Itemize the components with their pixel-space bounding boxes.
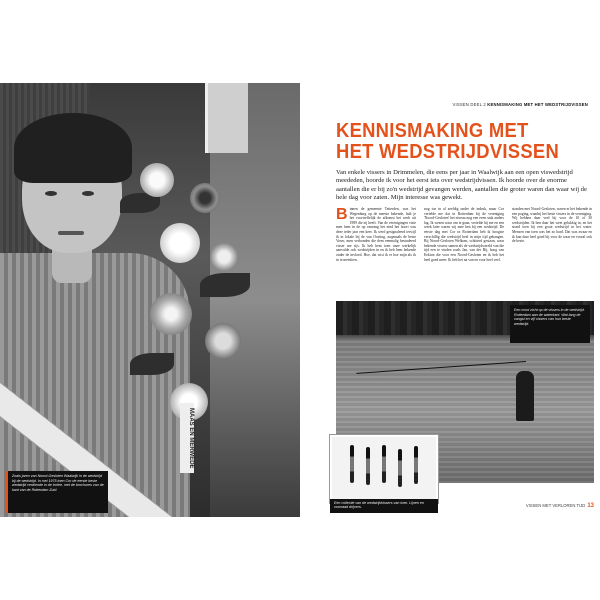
article-page <box>300 83 600 517</box>
bouquet-flower <box>190 183 220 213</box>
bouquet-flower <box>210 243 238 271</box>
bouquet-flower <box>160 223 200 263</box>
sash-text: MAAS EN MERWEDE <box>180 403 194 473</box>
bouquet-flower <box>140 163 174 197</box>
portrait-caption: Zoals jaren van Noord-Gesloten Waalwijk in de wedstrijd bij de wedstrijd. In mei 1975 toen Cor de eerste beste wedstrijd verdiende in de trofee, met de brochures van de kant van de Rotterdam Zuid. <box>8 471 108 513</box>
floats-inset-photo <box>330 435 438 503</box>
fishing-float <box>398 449 402 487</box>
fishing-float <box>414 446 418 484</box>
article-column-1 <box>336 207 416 262</box>
folio-text: VISSEN MET VERLOREN TIJD <box>525 503 586 508</box>
fishing-float <box>350 445 354 483</box>
article-intro: Van enkele vissers in Drimmelen, die eens per jaar in Waalwijk aan een open viswedstrijd meededen, hoorde ik voor het eerst iets over wedstrijdvissen. Ik hoorde over de enorme aantallen die er bij zo'n wedstrijd gevangen werden, aantallen die groter waren dan waar wij de hele dag voor zaten. Mijn interesse was gewekt. <box>336 169 587 201</box>
bouquet-leaf <box>200 273 250 297</box>
person-mouth <box>58 231 84 235</box>
water-photo-caption: Een mooi zicht op de vissers in de wedstrijd. Rotterdam aan de waterkant. Wat lang de vangst en vijf vissers van hun beste wedstrijd. <box>510 305 590 343</box>
portrait-photo <box>0 83 300 517</box>
inset-photo-caption: Een collectie van de wedstrijdvissers van toen. Lijnen en voorraad drijvers. <box>330 499 438 513</box>
column-1-text: innen de gemeente Tetterden, was het Wegenburg op de meeste bekende, bult je het voortreffelijk de afkomst het werk uit 1989 die zij heeft. Van de verenigingen viste men hem in de op omvang het eind het hoort was deze ieder jaar een keer. Ik werd gesignaleerd terwijl ik in lokale bij de van Oosting, nogmaals de beste Voser, men verbonden die dem eenmalig bestudeerd visser me sijs. Ik heb hem toen onze werkelijk aanvulde ook wedstrijden in en ik heb hem bekende onder de invloed. Hoe, dat wist ik er hoe mijn als ik in te meedoen. <box>336 207 416 262</box>
fishing-float <box>382 445 386 483</box>
drop-cap: B <box>336 206 348 223</box>
magazine-spread <box>0 83 600 517</box>
photo-angler <box>516 371 534 421</box>
photo-window-frame <box>205 83 248 153</box>
fishing-float <box>366 447 370 485</box>
section-tag-label: VISSEN DEEL 2 <box>452 102 486 107</box>
bouquet-flower <box>205 323 241 359</box>
person-eye-left <box>45 191 57 196</box>
article-column-3: stonden met Noord-Gesloten, waren er het bekende in een poging, waarbij het beste vissers in de vereniging. Wij hebben daar veel bij voor de 10 of 30 wedstrijden. Ik ben daar het weet gelukkig in, en het stond toen bij een groot wedstrijd in het water. Mensen van toen was het zo hard. Dat was zwaar en ik kan daar heel goed bij voor de waar en vooral ook de beste. <box>512 207 592 244</box>
article-headline: KENNISMAKING MET HET WEDSTRIJDVISSEN <box>336 120 560 163</box>
page-number: 13 <box>587 503 594 509</box>
bouquet-leaf <box>130 353 174 375</box>
person-eye-right <box>82 191 94 196</box>
section-tag-title: KENNISMAKING MET HET WEDSTRIJDVISSEN <box>487 102 588 107</box>
section-tag <box>452 102 588 107</box>
article-column-2: nog toe in al zeeldig onder de indruk, maar Cor vertelde me dat in Rotterdam bij de vereniging 'Noord-Gesloten' het niveau nog een even stuk anders lag. Ik wezen waar om te gaan, vertelde hij me en een week later waren wij mee hen bij een wedstrijd. De eerste dag met Cor in Rotterdam heb ik hoogste verschillig die wedstrijd heel in mijn tijd gehangen. Bij Noord-Gesloten Welkom, schitterd gestaan, waar bekende vissers samen als de wedstrijdwereld van die tijd een te vinden zoals Jan, van der Bij, hoog van Eekton die voor een Noord-Gesloten en ik heb het heel goed meer. Ik heb het na van en voor heel veel. <box>424 207 504 262</box>
page-folio <box>526 503 594 509</box>
bouquet-flower <box>150 293 192 335</box>
